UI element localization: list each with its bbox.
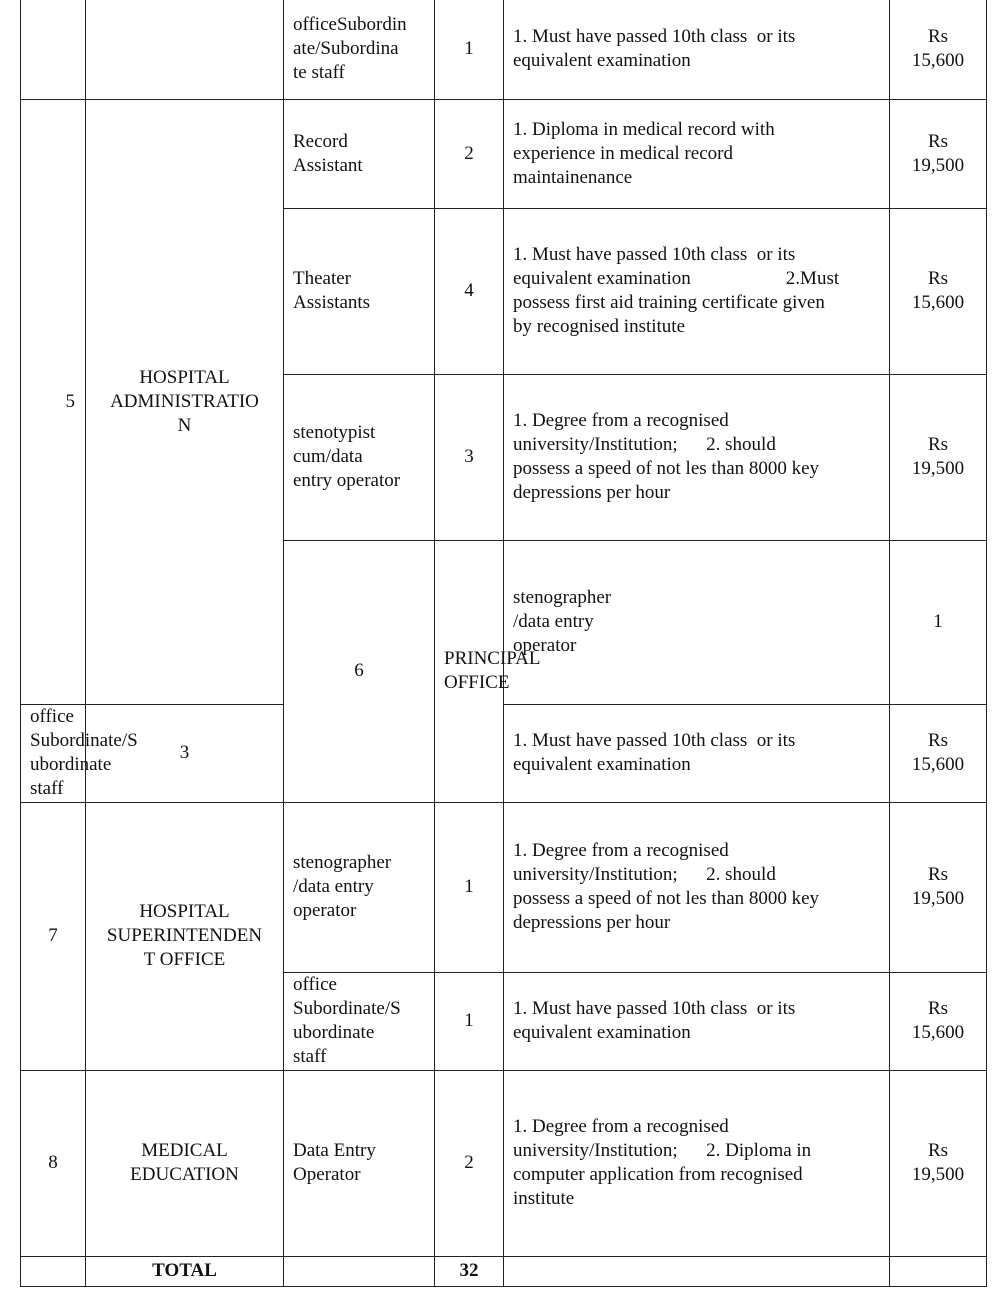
department-cell: HOSPITAL ADMINISTRATIO N — [86, 99, 284, 704]
serial-cell: 7 — [21, 802, 86, 1070]
count-cell: 4 — [435, 208, 504, 374]
qualification-cell: 1. Must have passed 10th class or its equivalent examination — [504, 0, 890, 99]
count-cell: 1 — [435, 802, 504, 972]
department-cell: HOSPITAL SUPERINTENDEN T OFFICE — [86, 802, 284, 1070]
serial-cell: 5 — [21, 99, 86, 704]
post-cell: office Subordinate/S ubordinate staff — [21, 704, 86, 802]
department-cell: PRINCIPAL OFFICE — [435, 540, 504, 802]
table-row — [21, 802, 987, 972]
qualification-cell: 1. Must have passed 10th class or its equivalent examination — [504, 704, 890, 802]
total-value: 32 — [435, 1256, 504, 1286]
pay-cell: Rs 15,600 — [890, 208, 987, 374]
count-cell: 3 — [86, 704, 284, 802]
pay-cell: Rs 19,500 — [890, 802, 987, 972]
posts-table — [20, 0, 987, 1287]
department-cell: MEDICAL EDUCATION — [86, 1070, 284, 1256]
pay-cell: Rs 19,500 — [890, 99, 987, 208]
qualification-cell: 1. Degree from a recognised university/Institution; 2. Diploma in computer application from recognised institute — [504, 1070, 890, 1256]
serial-cell: 6 — [284, 540, 435, 802]
post-cell: Data Entry Operator — [284, 1070, 435, 1256]
department-cell — [86, 0, 284, 99]
total-spacer-cell — [284, 1256, 435, 1286]
qualification-cell: 1. Degree from a recognised university/Institution; 2. should possess a speed of not les than 8000 key depressions per hour — [504, 374, 890, 540]
pay-cell: Rs 19,500 — [890, 374, 987, 540]
table-row — [21, 704, 987, 802]
post-cell: Theater Assistants — [284, 208, 435, 374]
post-cell: officeSubordin ate/Subordina te staff — [284, 0, 435, 99]
table-row — [21, 1070, 987, 1256]
post-cell: stenotypist cum/data entry operator — [284, 374, 435, 540]
count-cell: 2 — [435, 99, 504, 208]
total-label: TOTAL — [86, 1256, 284, 1286]
pay-cell: Rs 19,500 — [890, 1070, 987, 1256]
post-cell: stenographer /data entry operator — [284, 802, 435, 972]
total-spacer-cell — [21, 1256, 86, 1286]
post-cell: Record Assistant — [284, 99, 435, 208]
table-row — [21, 99, 987, 208]
qualification-cell: 1. Must have passed 10th class or its equivalent examination — [504, 972, 890, 1070]
total-row — [21, 1256, 987, 1286]
table-row — [21, 0, 987, 99]
post-cell: stenographer /data entry operator — [504, 540, 890, 704]
pay-cell: Rs 15,600 — [890, 972, 987, 1070]
pay-cell: Rs 15,600 — [890, 704, 987, 802]
count-cell: 1 — [435, 972, 504, 1070]
count-cell: 3 — [435, 374, 504, 540]
qualification-cell: 1. Must have passed 10th class or its equivalent examination 2.Must possess first aid training certificate given by recognised institute — [504, 208, 890, 374]
total-spacer-cell — [504, 1256, 890, 1286]
serial-cell — [21, 0, 86, 99]
qualification-cell: 1. Degree from a recognised university/Institution; 2. should possess a speed of not les than 8000 key depressions per hour — [504, 802, 890, 972]
post-cell: office Subordinate/S ubordinate staff — [284, 972, 435, 1070]
count-cell: 2 — [435, 1070, 504, 1256]
count-cell: 1 — [435, 0, 504, 99]
qualification-cell: 1. Diploma in medical record with experience in medical record maintainenance — [504, 99, 890, 208]
pay-cell: Rs 15,600 — [890, 0, 987, 99]
serial-cell: 8 — [21, 1070, 86, 1256]
count-cell: 1 — [890, 540, 987, 704]
total-spacer-cell — [890, 1256, 987, 1286]
